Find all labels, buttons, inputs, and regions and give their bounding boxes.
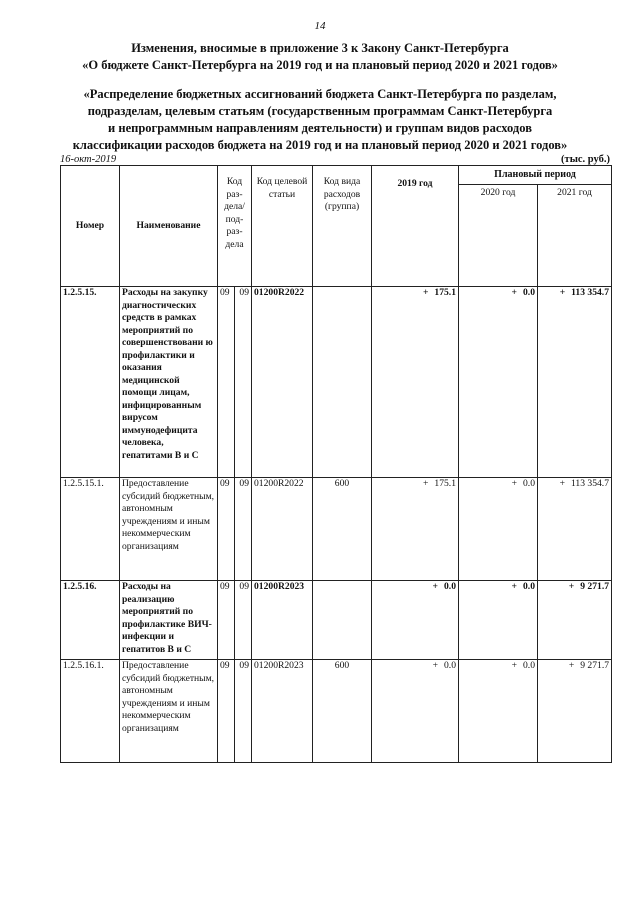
row-name: Расходы на реализацию мероприятий по профилактике ВИЧ-инфекции и гепатитов В и С bbox=[120, 581, 218, 660]
row-value-2020 bbox=[459, 581, 538, 660]
value: 0.0 bbox=[523, 287, 535, 298]
row-value-2019 bbox=[372, 478, 459, 581]
row-group bbox=[313, 581, 372, 660]
value: 0.0 bbox=[523, 660, 535, 671]
value: 175.1 bbox=[434, 287, 456, 298]
sign: + bbox=[511, 660, 517, 671]
row-value-2021 bbox=[538, 287, 612, 478]
row-number: 1.2.5.15. bbox=[61, 287, 120, 478]
row-subsection: 09 bbox=[235, 478, 252, 581]
value: 9 271.7 bbox=[580, 660, 610, 671]
table-row bbox=[61, 287, 612, 478]
header-year-2020: 2020 год bbox=[459, 185, 538, 287]
value: 0.0 bbox=[444, 660, 456, 671]
row-section: 09 bbox=[218, 287, 235, 478]
header-name: Наименование bbox=[120, 166, 218, 287]
row-section: 09 bbox=[218, 660, 235, 763]
value: 175.1 bbox=[434, 478, 456, 489]
sign: + bbox=[432, 660, 438, 671]
row-section: 09 bbox=[218, 581, 235, 660]
row-section: 09 bbox=[218, 478, 235, 581]
row-name: Предоставление субсидий бюджетным, автономным учреждениям и иным некоммерческим организациям bbox=[120, 478, 218, 581]
row-subsection: 09 bbox=[235, 660, 252, 763]
row-number: 1.2.5.16. bbox=[61, 581, 120, 660]
title-line-1: Изменения, вносимые в приложение 3 к Закону Санкт-Петербурга bbox=[131, 41, 509, 55]
row-value-2019 bbox=[372, 660, 459, 763]
subtitle-line: подразделам, целевым статьям (государственным программам Санкт-Петербурга bbox=[87, 104, 553, 118]
appendix-subtitle bbox=[40, 86, 600, 154]
row-target: 01200R2023 bbox=[252, 660, 313, 763]
row-value-2020 bbox=[459, 660, 538, 763]
sign: + bbox=[432, 581, 438, 592]
title-line-2: «О бюджете Санкт-Петербурга на 2019 год и на плановый период 2020 и 2021 годов» bbox=[82, 58, 558, 72]
row-target: 01200R2023 bbox=[252, 581, 313, 660]
table-row bbox=[61, 581, 612, 660]
subtitle-line: и непрограммным направлениям деятельности) и группам видов расходов bbox=[108, 121, 532, 135]
document-title bbox=[40, 40, 600, 74]
header-plan-period: Плановый период bbox=[459, 166, 612, 185]
value: 9 271.7 bbox=[580, 581, 610, 592]
row-target: 01200R2022 bbox=[252, 478, 313, 581]
sign: + bbox=[422, 287, 429, 298]
row-subsection: 09 bbox=[235, 287, 252, 478]
sign: + bbox=[511, 581, 517, 592]
row-target: 01200R2022 bbox=[252, 287, 313, 478]
table-row bbox=[61, 478, 612, 581]
sign: + bbox=[511, 287, 517, 298]
header-year-2021: 2021 год bbox=[538, 185, 612, 287]
row-number: 1.2.5.15.1. bbox=[61, 478, 120, 581]
sign: + bbox=[568, 660, 575, 671]
row-name: Предоставление субсидий бюджетным, автономным учреждениям и иным некоммерческим организациям bbox=[120, 660, 218, 763]
table-row bbox=[61, 660, 612, 763]
header-target-code: Код целевой статьи bbox=[252, 166, 313, 287]
row-value-2019 bbox=[372, 287, 459, 478]
header-year-2019: 2019 год bbox=[372, 166, 459, 287]
row-value-2019 bbox=[372, 581, 459, 660]
row-value-2020 bbox=[459, 478, 538, 581]
subtitle-line: классификации расходов бюджета на 2019 год и на плановый период 2020 и 2021 годов» bbox=[72, 138, 568, 152]
row-value-2021 bbox=[538, 478, 612, 581]
header-number: Номер bbox=[61, 166, 120, 287]
sign: + bbox=[422, 478, 429, 489]
row-group bbox=[313, 287, 372, 478]
sign: + bbox=[511, 478, 517, 489]
document-date: 16-окт-2019 bbox=[60, 154, 117, 165]
row-name: Расходы на закупку диагностических средств в рамках мероприятий по совершенствовани ю профилактики и оказания медицинской помощи лицам, инфицированным вирусом иммунодефицита человека, гепатитами В и С bbox=[120, 287, 218, 478]
row-subsection: 09 bbox=[235, 581, 252, 660]
header-section-code: Код раз-дела/ под-раз-дела bbox=[218, 166, 252, 287]
value: 113 354.7 bbox=[571, 287, 610, 298]
value: 113 354.7 bbox=[570, 478, 610, 489]
row-number: 1.2.5.16.1. bbox=[61, 660, 120, 763]
sign: + bbox=[559, 478, 565, 489]
header-group-code: Код вида расходов (группа) bbox=[313, 166, 372, 287]
row-value-2020 bbox=[459, 287, 538, 478]
sign: + bbox=[568, 581, 575, 592]
page-number: 14 bbox=[314, 20, 326, 32]
subtitle-line: «Распределение бюджетных ассигнований бюджета Санкт-Петербурга по разделам, bbox=[83, 87, 557, 101]
value: 0.0 bbox=[523, 581, 535, 592]
row-group: 600 bbox=[313, 660, 372, 763]
value: 0.0 bbox=[444, 581, 456, 592]
sign: + bbox=[559, 287, 566, 298]
row-value-2021 bbox=[538, 581, 612, 660]
budget-table bbox=[60, 165, 612, 763]
row-value-2021 bbox=[538, 660, 612, 763]
units-label: (тыс. руб.) bbox=[561, 154, 610, 165]
value: 0.0 bbox=[523, 478, 535, 489]
row-group: 600 bbox=[313, 478, 372, 581]
